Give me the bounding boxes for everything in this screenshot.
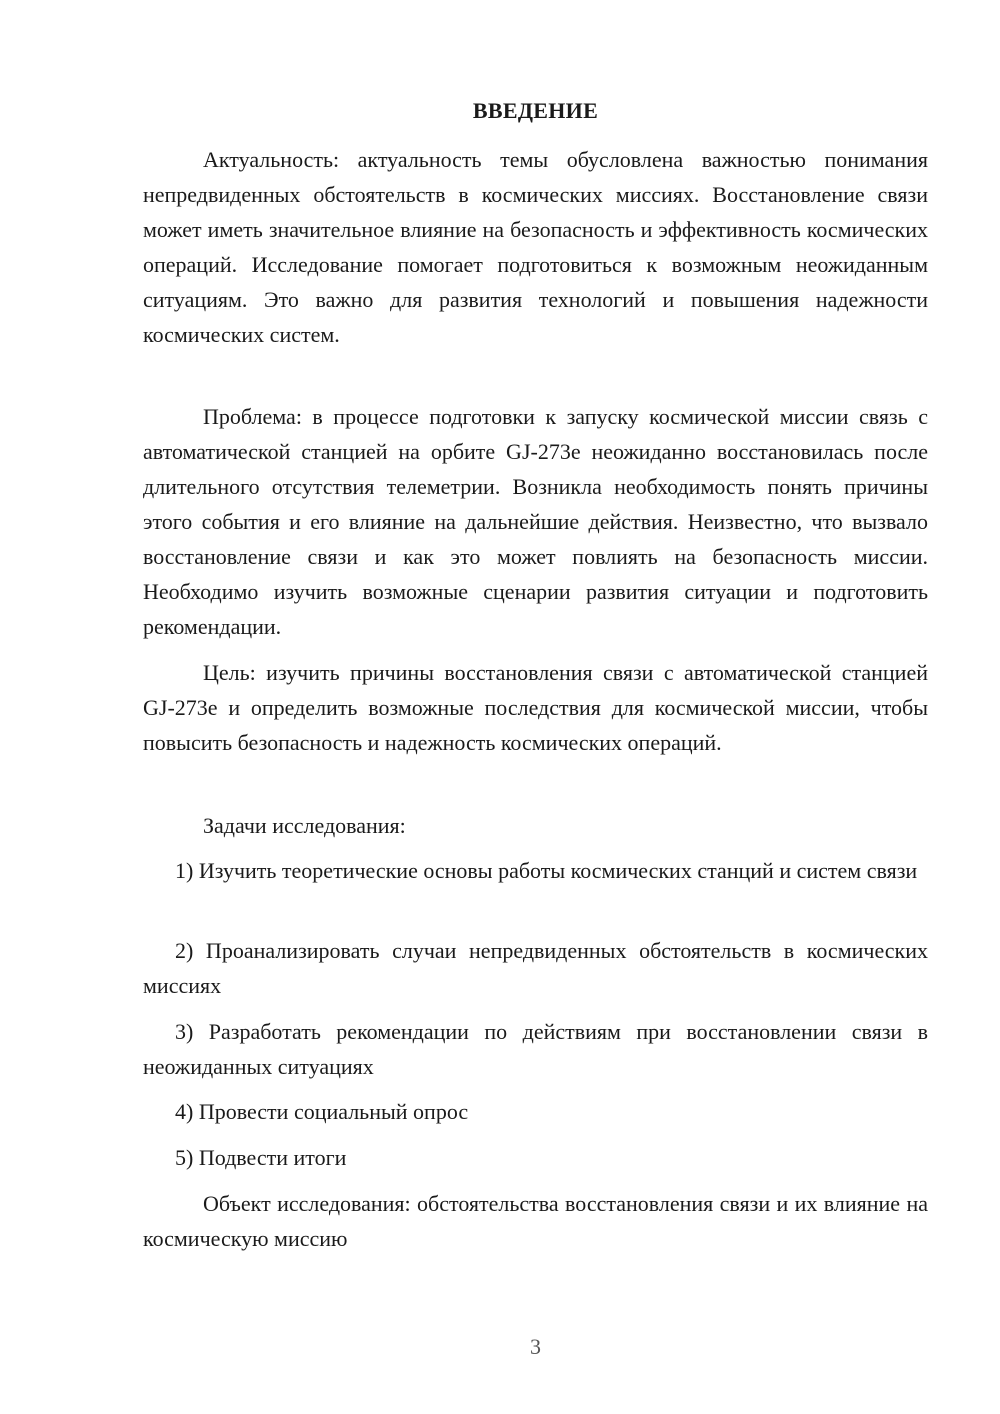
page-title: ВВЕДЕНИЕ bbox=[472, 98, 599, 123]
task-item-1: 1) Изучить теоретические основы работы космических станций и систем связи bbox=[175, 858, 918, 883]
paragraph-object: Объект исследования: обстоятельства восстановления связи и их влияние на космическую миссию bbox=[143, 1191, 928, 1251]
paragraph-relevance: Актуальность: актуальность темы обусловлена важностью понимания непредвиденных обстоятельств в космических миссиях. Восстановление связи может иметь значительное влияние на безопасность и эффективность космических операций. Исследование помогает подготовиться к возможным неожиданным ситуациям. Это важно для развития технологий и повышения надежности космических систем. bbox=[143, 147, 928, 347]
paragraph-goal: Цель: изучить причины восстановления связи с автоматической станцией GJ-273e и определить возможные последствия для космической миссии, чтобы повысить безопасность и надежность космических операций. bbox=[143, 660, 928, 755]
task-item-3: 3) Разработать рекомендации по действиям при восстановлении связи в неожиданных ситуациях bbox=[143, 1019, 928, 1079]
page-number: 3 bbox=[530, 1334, 541, 1359]
tasks-heading: Задачи исследования: bbox=[203, 813, 406, 838]
paragraph-problem: Проблема: в процессе подготовки к запуску космической миссии связь с автоматической станцией на орбите GJ-273e неожиданно восстановилась после длительного отсутствия телеметрии. Возникла необходимость понять причины этого события и его влияние на дальнейшие действия. Неизвестно, что вызвало восстановление связи и как это может повлиять на безопасность миссии. Необходимо изучить возможные сценарии развития ситуации и подготовить рекомендации. bbox=[143, 404, 928, 639]
document-page bbox=[143, 0, 928, 1414]
task-item-5: 5) Подвести итоги bbox=[175, 1145, 347, 1170]
task-item-2: 2) Проанализировать случаи непредвиденных обстоятельств в космических миссиях bbox=[143, 938, 928, 998]
task-item-4: 4) Провести социальный опрос bbox=[175, 1099, 469, 1124]
